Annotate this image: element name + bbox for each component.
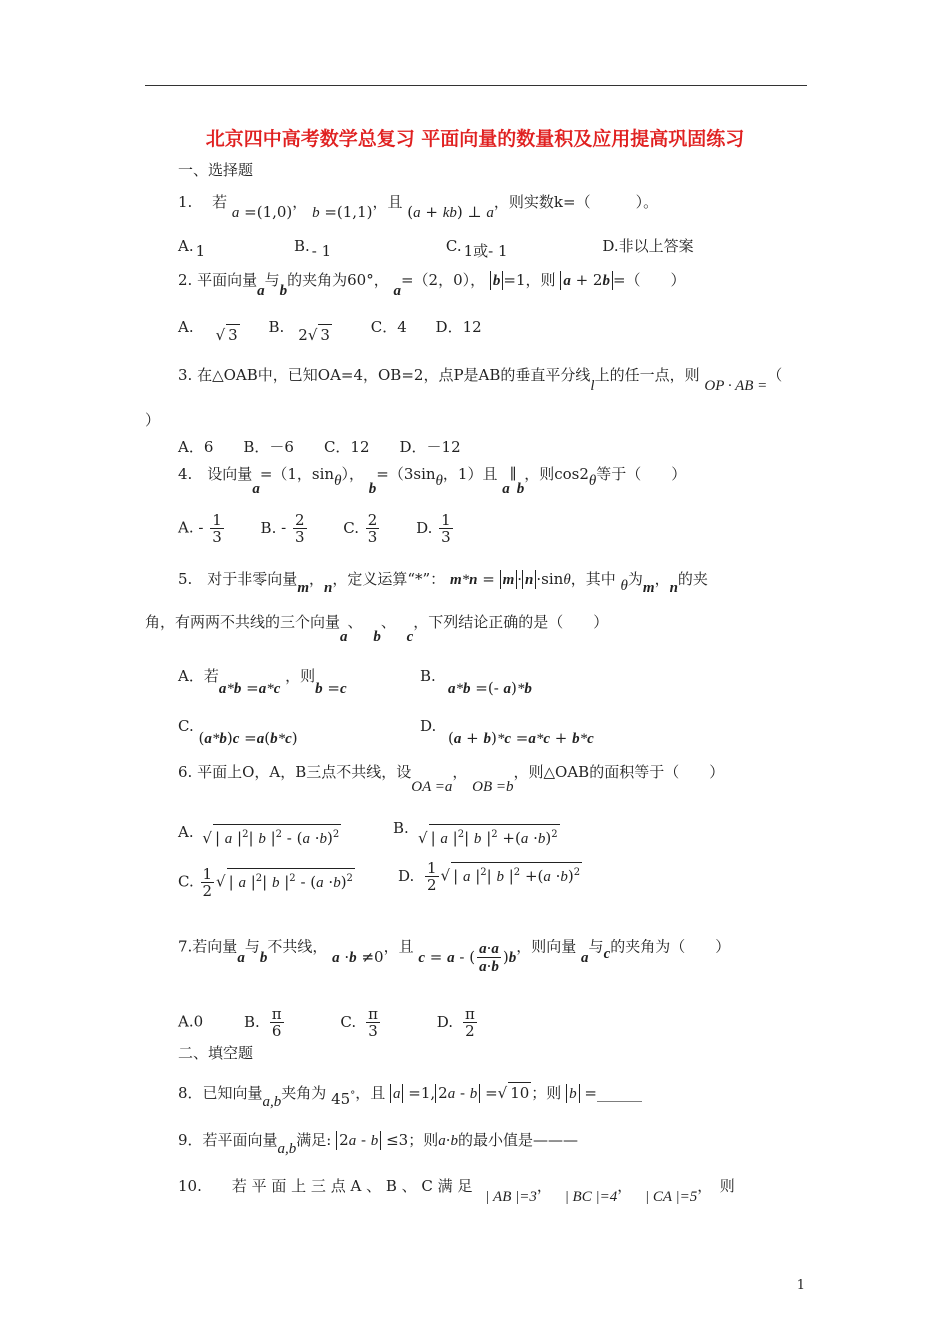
- question-5-options-cd: C. (a*b)c =a(b*c) D. (a + b)*c =a*c + b*c: [178, 717, 594, 747]
- question-7: 7.若向量a与b不共线， a ·b ≠0，且 c = a - ( $\frac{a\cdot a}{a\cdot b}$ )b，则向量 a与c的夹角为（ ）: [178, 937, 731, 975]
- section-heading-fill: 二、填空题: [178, 1044, 254, 1062]
- question-4-options: A. - $\frac{1}{3}$ B. - $\frac{2}{3}$ C. $\frac{2}{3}$ D. $\frac{1}{3}$: [178, 511, 451, 546]
- question-7-options: A.0 B. $\frac{\pi}{6}$ C. $\frac{\pi}{3}$ D. $\frac{\pi}{2}$: [178, 1005, 475, 1040]
- question-5-line-2: 角，有两两不共线的三个向量a、 b、 c，下列结论正确的是（ ）: [145, 613, 609, 645]
- question-1: 1. 若 a =(1,0)， b =(1,1)，且 (a + kb) ⊥ a，则实数k=（ ）。: [178, 193, 659, 221]
- question-9: 9．若平面向量a,b满足: 2a - b ≤3；则a·b的最小值是———: [178, 1131, 578, 1157]
- page-number: 1: [796, 1278, 805, 1293]
- question-10: 10. 若 平 面 上 三 点 A 、 B 、 C 满 足 | AB |=3， | BC |=4， | CA |=5， 则: [178, 1177, 735, 1205]
- page-title: 北京四中高考数学总复习 平面向量的数量积及应用提高巩固练习: [205, 128, 745, 150]
- question-3-options: A．6 B．－6 C．12 D．－12: [178, 438, 461, 456]
- question-2: 2. 平面向量a与b的夹角为60°， a=（2，0）， b =1，则 a + 2b =（ ）: [178, 271, 686, 299]
- question-3-close: ）: [145, 411, 161, 429]
- question-2-options: A. √ 3 B. 2√ 3 C．4 D．12: [178, 318, 482, 344]
- section-heading-choice: 一、选择题: [178, 161, 254, 179]
- question-1-options: A. 1 B. - 1 C. 1或- 1 D.非以上答案: [178, 237, 694, 260]
- header-rule: [145, 85, 807, 86]
- question-6-options-ab: A. √ | a $|^2|$ b $|^2 - (a \cdot b)^2$ B. √ | a $|^2|$ b $|^2 +(a \cdot b)^2$: [178, 819, 558, 847]
- question-6-options-cd: C. $\frac{1}{2}$ √ | a $|^2|$ b $|^2 - (a \cdot b)^2$ D. $\frac{1}{2}$ √ | a $|^2|$ b $|^2 +(a \cdot b)^2$: [178, 859, 581, 900]
- question-3: 3. 在△OAB中，已知OA=4，OB=2，点P是AB的垂直平分线l上的任一点，则 OP · AB =（: [178, 366, 783, 394]
- question-5-options-ab: A．若a*b =a*c ，则b =c B. a*b =(- a)*b: [178, 667, 532, 697]
- question-8: 8．已知向量a,b夹角为 45°，且 a =1, 2a - b =√ 10 ；则 b =______: [178, 1084, 642, 1110]
- question-5: 5. 对于非零向量m，n，定义运算“*”： m*n = m · n ·sinθ，其中 θ为m，n的夹: [178, 570, 708, 596]
- question-4: 4. 设向量a=（1，sinθ）， b=（3sinθ，1）且 a∥b，则cos2θ等于（ ）: [178, 465, 687, 497]
- question-6: 6. 平面上O，A，B三点不共线，设OA =a， OB =b，则△OAB的面积等于（ ）: [178, 763, 725, 795]
